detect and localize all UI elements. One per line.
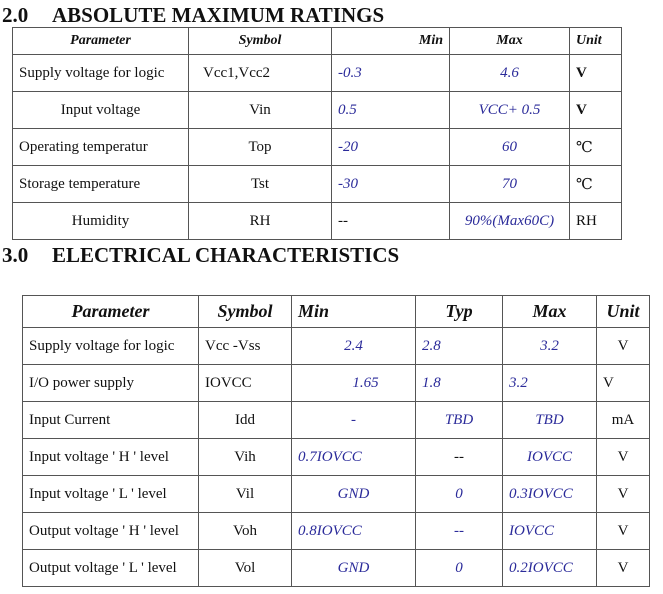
cell-min: 1.65 bbox=[292, 365, 416, 402]
cell-parameter: Supply voltage for logic bbox=[13, 55, 189, 92]
cell-min: -0.3 bbox=[332, 55, 450, 92]
cell-parameter: Storage temperature bbox=[13, 166, 189, 203]
cell-parameter: Operating temperatur bbox=[13, 129, 189, 166]
cell-symbol: Voh bbox=[199, 513, 292, 550]
cell-max: 0.3IOVCC bbox=[503, 476, 597, 513]
cell-max: IOVCC bbox=[503, 439, 597, 476]
cell-max: 90%(Max60C) bbox=[450, 203, 570, 240]
cell-max: IOVCC bbox=[503, 513, 597, 550]
cell-symbol: Idd bbox=[199, 402, 292, 439]
cell-unit: ℃ bbox=[570, 166, 622, 203]
header-max: Max bbox=[503, 296, 597, 328]
section-2-title: ABSOLUTE MAXIMUM RATINGS bbox=[52, 3, 385, 27]
cell-symbol: Vih bbox=[199, 439, 292, 476]
section-2-number: 2.0 bbox=[2, 3, 29, 27]
cell-typ: 0 bbox=[416, 550, 503, 587]
cell-parameter: I/O power supply bbox=[23, 365, 199, 402]
cell-symbol: IOVCC bbox=[199, 365, 292, 402]
cell-min: 0.7IOVCC bbox=[292, 439, 416, 476]
header-unit: Unit bbox=[570, 28, 622, 55]
table-row bbox=[23, 550, 650, 587]
cell-parameter: Input voltage ' H ' level bbox=[23, 439, 199, 476]
cell-unit: V bbox=[597, 513, 650, 550]
cell-unit: ℃ bbox=[570, 129, 622, 166]
cell-unit: V bbox=[570, 92, 622, 129]
cell-parameter: Humidity bbox=[13, 203, 189, 240]
cell-symbol: Vcc -Vss bbox=[199, 328, 292, 365]
header-min: Min bbox=[332, 28, 450, 55]
cell-typ: 2.8 bbox=[416, 328, 503, 365]
cell-max: 0.2IOVCC bbox=[503, 550, 597, 587]
cell-symbol: RH bbox=[189, 203, 332, 240]
cell-max: 3.2 bbox=[503, 328, 597, 365]
header-symbol: Symbol bbox=[189, 28, 332, 55]
cell-unit: V bbox=[570, 55, 622, 92]
cell-parameter: Output voltage ' L ' level bbox=[23, 550, 199, 587]
cell-typ: TBD bbox=[416, 402, 503, 439]
cell-unit: RH bbox=[570, 203, 622, 240]
cell-unit: V bbox=[597, 476, 650, 513]
cell-max: TBD bbox=[503, 402, 597, 439]
cell-typ: -- bbox=[416, 513, 503, 550]
header-parameter: Parameter bbox=[13, 28, 189, 55]
section-3-number: 3.0 bbox=[2, 243, 29, 267]
cell-min: GND bbox=[292, 476, 416, 513]
cell-max: 4.6 bbox=[450, 55, 570, 92]
cell-min: -- bbox=[332, 203, 450, 240]
header-max: Max bbox=[450, 28, 570, 55]
cell-unit: mA bbox=[597, 402, 650, 439]
header-parameter: Parameter bbox=[23, 296, 199, 328]
table-header-row bbox=[13, 28, 622, 55]
cell-typ: 1.8 bbox=[416, 365, 503, 402]
section-2-heading bbox=[2, 3, 384, 27]
table-row bbox=[13, 166, 622, 203]
header-symbol: Symbol bbox=[199, 296, 292, 328]
table-row bbox=[23, 476, 650, 513]
cell-symbol: Tst bbox=[189, 166, 332, 203]
cell-parameter: Input voltage bbox=[13, 92, 189, 129]
cell-min: 2.4 bbox=[292, 328, 416, 365]
section-3-title: ELECTRICAL CHARACTERISTICS bbox=[52, 243, 400, 267]
electrical-characteristics-table bbox=[22, 295, 650, 587]
cell-symbol: Vin bbox=[189, 92, 332, 129]
cell-min: 0.5 bbox=[332, 92, 450, 129]
cell-min: -20 bbox=[332, 129, 450, 166]
cell-parameter: Input Current bbox=[23, 402, 199, 439]
cell-max: VCC+ 0.5 bbox=[450, 92, 570, 129]
table-header-row bbox=[23, 296, 650, 328]
section-3-heading bbox=[2, 243, 399, 267]
cell-symbol: Vol bbox=[199, 550, 292, 587]
table-row bbox=[13, 92, 622, 129]
cell-symbol: Top bbox=[189, 129, 332, 166]
cell-min: -30 bbox=[332, 166, 450, 203]
header-typ: Typ bbox=[416, 296, 503, 328]
header-unit: Unit bbox=[597, 296, 650, 328]
cell-parameter: Output voltage ' H ' level bbox=[23, 513, 199, 550]
cell-min: - bbox=[292, 402, 416, 439]
cell-min: GND bbox=[292, 550, 416, 587]
cell-typ: -- bbox=[416, 439, 503, 476]
cell-max: 3.2 bbox=[503, 365, 597, 402]
cell-unit: V bbox=[597, 439, 650, 476]
cell-min: 0.8IOVCC bbox=[292, 513, 416, 550]
table-row bbox=[23, 328, 650, 365]
cell-unit: V bbox=[597, 550, 650, 587]
table-row bbox=[13, 55, 622, 92]
cell-symbol: Vcc1,Vcc2 bbox=[189, 55, 332, 92]
header-min: Min bbox=[292, 296, 416, 328]
table-row bbox=[23, 365, 650, 402]
cell-symbol: Vil bbox=[199, 476, 292, 513]
table-row bbox=[13, 203, 622, 240]
cell-max: 70 bbox=[450, 166, 570, 203]
cell-unit: V bbox=[597, 365, 650, 402]
cell-unit: V bbox=[597, 328, 650, 365]
table-row bbox=[23, 439, 650, 476]
cell-parameter: Input voltage ' L ' level bbox=[23, 476, 199, 513]
cell-max: 60 bbox=[450, 129, 570, 166]
cell-parameter: Supply voltage for logic bbox=[23, 328, 199, 365]
cell-typ: 0 bbox=[416, 476, 503, 513]
table-row bbox=[23, 513, 650, 550]
absolute-maximum-ratings-table bbox=[12, 27, 622, 240]
table-row bbox=[13, 129, 622, 166]
table-row bbox=[23, 402, 650, 439]
